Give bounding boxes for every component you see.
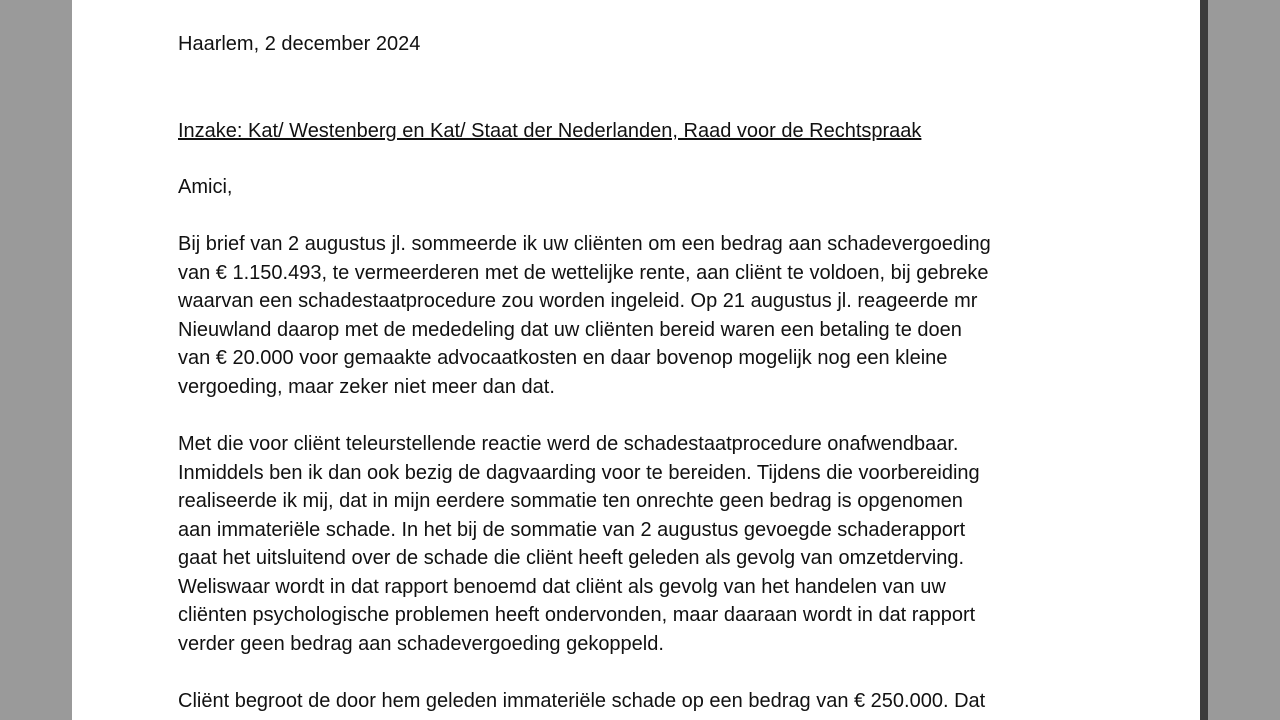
paragraph-2 [178, 430, 980, 658]
paragraph-line: verder geen bedrag aan schadevergoeding gekoppeld. [178, 632, 664, 655]
paragraph-line: Bij brief van 2 augustus jl. sommeerde ik uw cliënten om een bedrag aan schadevergoeding [178, 233, 991, 255]
document-page [72, 0, 1201, 720]
paragraph-line: Met die voor cliënt teleurstellende reactie werd de schadestaatprocedure onafwendbaar. [178, 433, 959, 455]
paragraph-line: vergoeding, maar zeker niet meer dan dat. [178, 375, 555, 398]
paragraph-line: waarvan een schadestaatprocedure zou worden ingeleid. Op 21 augustus jl. reageerde mr [178, 290, 978, 312]
paragraph-line: gaat het uitsluitend over de schade die cliënt heeft geleden als gevolg van omzetderving. [178, 547, 965, 569]
place-date: Haarlem, 2 december 2024 [178, 33, 421, 55]
paragraph-line: cliënten psychologische problemen heeft ondervonden, maar daaraan wordt in dat rapport [178, 604, 976, 626]
salutation: Amici, [178, 176, 233, 198]
subject-line: Inzake: Kat/ Westenberg en Kat/ Staat der Nederlanden, Raad voor de Rechtspraak [178, 120, 922, 142]
paragraph-line: Nieuwland daarop met de mededeling dat uw cliënten bereid waren een betaling te doen [178, 318, 962, 341]
paragraph-line: van € 1.150.493, te vermeerderen met de wettelijke rente, aan cliënt te voldoen, bij gebreke [178, 261, 989, 284]
paragraph-1 [178, 230, 991, 401]
paragraph-line: realiseerde ik mij, dat in mijn eerdere sommatie ten onrechte geen bedrag is opgenomen [178, 490, 963, 512]
paragraph-line: Weliswaar wordt in dat rapport benoemd dat cliënt als gevolg van het handelen van uw [178, 575, 946, 598]
paragraph-3 [178, 687, 985, 716]
paragraph-line: aan immateriële schade. In het bij de sommatie van 2 augustus gevoegde schaderapport [178, 518, 966, 541]
paragraph-line: van € 20.000 voor gemaakte advocaatkosten en daar bovenop mogelijk nog een kleine [178, 347, 948, 369]
paragraph-line: Inmiddels ben ik dan ook bezig de dagvaarding voor te bereiden. Tijdens die voorbereiding [178, 461, 980, 484]
paragraph-line: Cliënt begroot de door hem geleden immateriële schade op een bedrag van € 250.000. Dat [178, 690, 986, 712]
page-edge-shadow [1200, 0, 1208, 720]
